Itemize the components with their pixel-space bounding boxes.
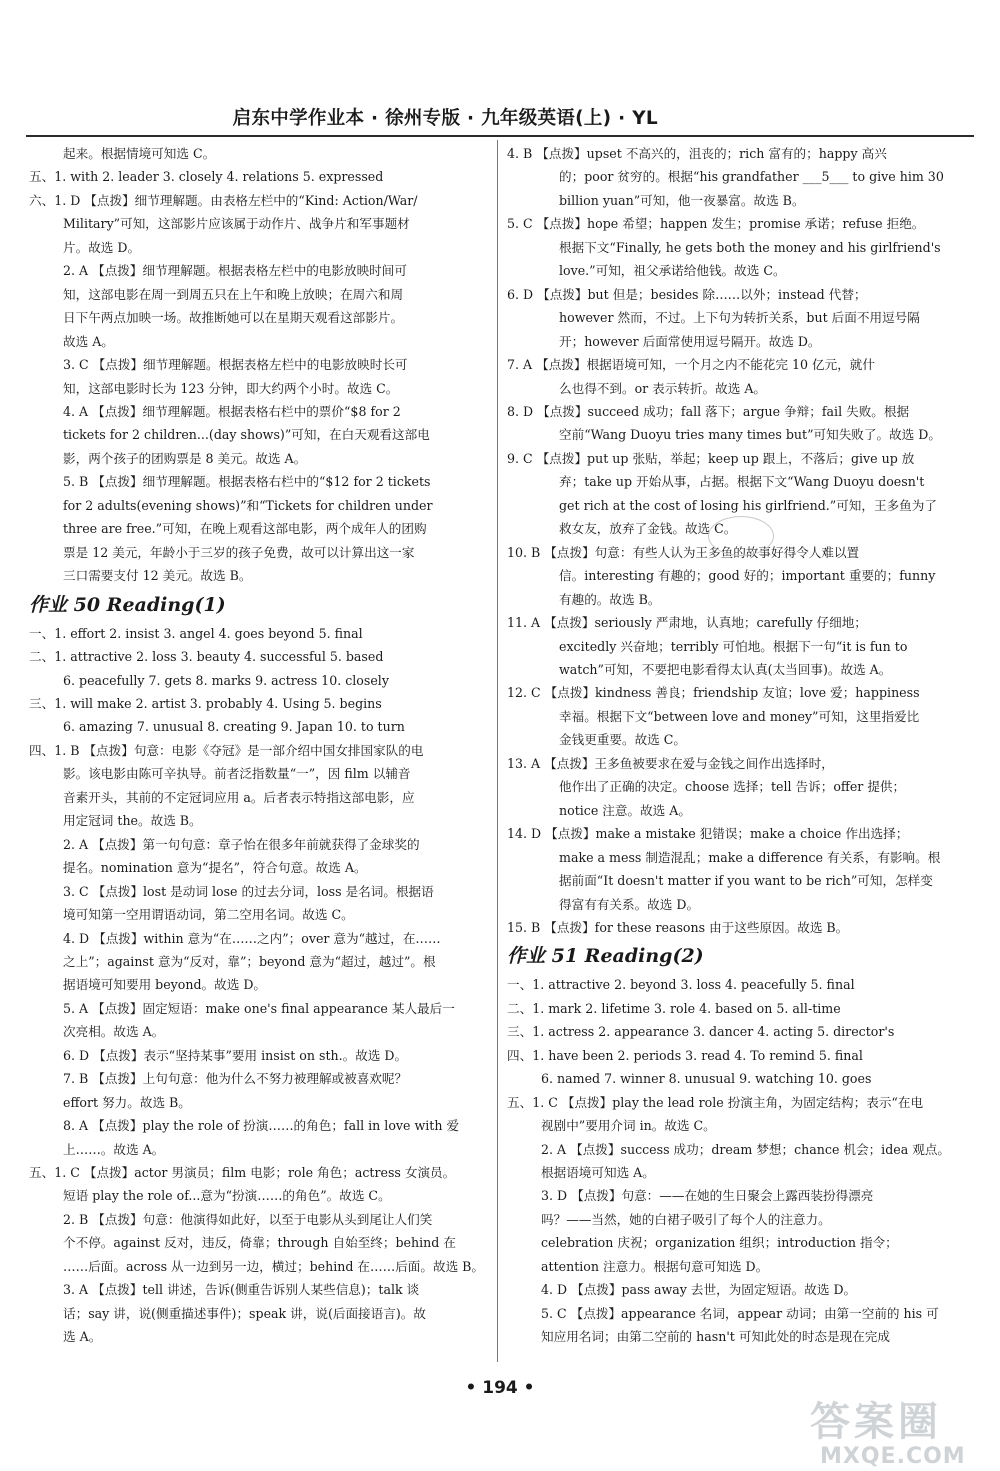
answer-line: 14. D 【点拨】make a mistake 犯错误；make a choice 作出选择； — [507, 826, 909, 842]
watermark — [810, 1400, 996, 1470]
answer-line: 3. D 【点拨】句意：——在她的生日聚会上露西装扮得漂亮 — [541, 1188, 874, 1204]
answer-line: 五、1. C 【点拨】play the lead role 扮演主角，为固定结构；表示“在电 — [507, 1094, 924, 1110]
answer-line: 故选 A。 — [63, 333, 114, 349]
answer-line: ……后面。across 从一边到另一边，横过；behind 在……后面。故选 B。 — [63, 1258, 485, 1274]
answer-line: excitedly 兴奋地；terribly 可怕地。根据下一句“it is fun to — [559, 638, 908, 654]
answer-line: 影。该电影由陈可辛执导。前者泛指数量“一”，因 film 以辅音 — [63, 766, 411, 782]
right-column — [507, 142, 974, 1349]
answer-line: 2. A 【点拨】第一句句意：章子怡在很多年前就获得了金球奖的 — [63, 836, 420, 852]
page-number: • 194 • — [465, 1378, 535, 1398]
header-rule — [26, 135, 974, 137]
answer-line: 三、1. will make 2. artist 3. probably 4. Using 5. begins — [29, 695, 382, 711]
answer-line: 5. C 【点拨】appearance 名词，appear 动词；由第一空前的 his 可 — [541, 1305, 939, 1321]
answer-line: 4. D 【点拨】within 意为“在……之内”；over 意为“越过，在…… — [63, 930, 441, 946]
answer-line: 三口需要支付 12 美元。故选 B。 — [63, 568, 252, 584]
answer-line: 根据下文“Finally, he gets both the money and his girlfriend's — [559, 239, 941, 255]
answer-line: 二、1. attractive 2. loss 3. beauty 4. successful 5. based — [29, 649, 384, 665]
answer-line: 次亮相。故选 A。 — [63, 1024, 165, 1040]
answer-line: billion yuan”可知，他一夜暴富。故选 B。 — [559, 192, 805, 208]
answer-line: 据语境可知要用 beyond。故选 D。 — [63, 977, 267, 993]
answer-line: 4. B 【点拨】upset 不高兴的，沮丧的；rich 富有的；happy 高兴 — [507, 146, 887, 161]
answer-line: 9. C 【点拨】put up 张贴，举起；keep up 跟上，不落后；give up 放 — [507, 450, 915, 466]
watermark-url: MXQE.COM — [820, 1444, 966, 1469]
answer-line: 3. C 【点拨】细节理解题。根据表格左栏中的电影放映时长可 — [63, 357, 408, 373]
answer-line: 幸福。根据下文“between love and money”可知，这里指爱比 — [559, 708, 920, 724]
answer-line: 之上”；against 意为“反对，靠”；beyond 意为“超过，越过”。根 — [63, 953, 436, 969]
answer-line: 选 A。 — [63, 1329, 102, 1345]
answer-line: 4. A 【点拨】细节理解题。根据表格右栏中的票价“$8 for 2 — [63, 403, 401, 419]
answer-line: 6. D 【点拨】表示“坚持某事”要用 insist on sth.。故选 D。 — [63, 1047, 408, 1063]
answer-line: 2. B 【点拨】句意：他演得如此好，以至于电影从头到尾让人们笑 — [63, 1211, 433, 1227]
answer-line: watch”可知，不要把电影看得太认真(太当回事)。故选 A。 — [559, 661, 892, 677]
answer-line: 起来。根据情境可知选 C。 — [63, 146, 216, 161]
answer-line: 知，这部电影时长为 123 分钟，即大约两个小时。故选 C。 — [63, 380, 399, 396]
answer-line: 15. B 【点拨】for these reasons 由于这些原因。故选 B。 — [507, 919, 849, 935]
answer-line: 四、1. B 【点拨】句意：电影《夺冠》是一部介绍中国女排国家队的电 — [29, 742, 424, 758]
answer-line: 票是 12 美元，年龄小于三岁的孩子免费，故可以计算出这一家 — [63, 544, 415, 560]
answer-line: 的；poor 贫穷的。根据“his grandfather ___5___ to give him 30 — [559, 169, 944, 185]
answer-line: 6. peacefully 7. gets 8. marks 9. actress 10. closely — [63, 672, 389, 688]
answer-line: 知，这部电影在周一到周五只在上午和晚上放映；在周六和周 — [63, 286, 404, 302]
answer-line: 信。interesting 有趣的；good 好的；important 重要的；funny — [559, 568, 936, 584]
left-column — [29, 142, 485, 1349]
answer-line: 四、1. have been 2. periods 3. read 4. To remind 5. final — [507, 1047, 863, 1063]
answer-line: 根据语境可知选 A。 — [541, 1165, 655, 1181]
answer-line: attention 注意力。根据句意可知选 D。 — [541, 1258, 769, 1274]
answer-line: 他作出了正确的决定。choose 选择；tell 告诉；offer 提供； — [559, 779, 906, 795]
answer-line: Military”可知，这部影片应该属于动作片、战争片和军事题材 — [63, 216, 410, 232]
answer-line: 三、1. actress 2. appearance 3. dancer 4. acting 5. director's — [507, 1024, 895, 1040]
answer-line: 一、1. effort 2. insist 3. angel 4. goes beyond 5. final — [29, 625, 363, 641]
answer-line: 7. A 【点拨】根据语境可知，一个月之内不能花完 10 亿元，就什 — [507, 357, 875, 373]
answer-line: 7. B 【点拨】上句句意：他为什么不努力被理解或被喜欢呢？ — [63, 1071, 408, 1087]
answer-line: 11. A 【点拨】seriously 严肃地，认真地；carefully 仔细地； — [507, 615, 867, 631]
answer-line: 救女友，放弃了金钱。故选 C。 — [559, 521, 737, 537]
answer-line: 5. C 【点拨】hope 希望；happen 发生；promise 承诺；refuse 拒绝。 — [507, 216, 925, 232]
answer-line: 得富有有关系。故选 D。 — [559, 896, 700, 912]
answer-line: 5. A 【点拨】固定短语：make one's final appearance 某人最后一 — [63, 1000, 455, 1016]
answer-line: 3. A 【点拨】tell 讲述，告诉(侧重告诉别人某些信息)；talk 谈 — [63, 1282, 420, 1298]
answer-line: 短语 play the role of...意为“扮演……的角色”。故选 C。 — [63, 1188, 391, 1204]
answer-line: 境可知第一空用谓语动词，第二空用名词。故选 C。 — [63, 907, 354, 923]
answer-line: notice 注意。故选 A。 — [559, 802, 691, 818]
answer-line: make a mess 制造混乱；make a difference 有关系，有影响。根 — [559, 849, 941, 865]
answer-line: 弃；take up 开始从事，占据。根据下文“Wang Duoyu doesn't — [559, 474, 925, 490]
section-heading: 作业 51 Reading(2) — [507, 945, 704, 968]
answer-line: 话；say 讲，说(侧重描述事件)；speak 讲，说(后面接语言)。故 — [63, 1305, 426, 1321]
answer-line: 2. A 【点拨】success 成功；dream 梦想；chance 机会；idea 观点。 — [541, 1141, 951, 1157]
answer-line: 日下午两点加映一场。故推断她可以在星期天观看这部影片。 — [63, 310, 404, 326]
answer-line: 13. A 【点拨】王多鱼被要求在爱与金钱之间作出选择时， — [507, 755, 834, 771]
answer-line: 影，两个孩子的团购票是 8 美元。故选 A。 — [63, 450, 307, 466]
answer-line: tickets for 2 children...(day shows)”可知，在白天观看这部电 — [63, 427, 430, 443]
answer-line: 音素开头，其前的不定冠词应用 a。后者表示特指这部电影，应 — [63, 789, 415, 805]
answer-line: 3. C 【点拨】lost 是动词 lose 的过去分词，loss 是名词。根据语 — [63, 883, 434, 899]
answer-line: 开；however 后面常使用逗号隔开。故选 D。 — [559, 333, 821, 349]
answer-line: 知应用名词；由第二空前的 hasn't 可知此处的时态是现在完成 — [541, 1329, 890, 1345]
answer-line: 6. named 7. winner 8. unusual 9. watching 10. goes — [541, 1071, 872, 1087]
answer-line: three are free.”可知，在晚上观看这部电影，两个成年人的团购 — [63, 521, 427, 537]
answer-line: 五、1. C 【点拨】actor 男演员；film 电影；role 角色；actress 女演员。 — [29, 1165, 456, 1181]
answer-line: 空前“Wang Duoyu tries many times but”可知失败了。故选 D。 — [559, 427, 941, 443]
answer-line: get rich at the cost of losing his girlfriend.”可知，王多鱼为了 — [559, 497, 937, 513]
answer-line: 5. B 【点拨】细节理解题。根据表格右栏中的“$12 for 2 tickets — [63, 474, 431, 490]
answer-line: for 2 adults(evening shows)”和“Tickets for children under — [63, 497, 433, 513]
answer-line: 五、1. with 2. leader 3. closely 4. relations 5. expressed — [29, 169, 384, 185]
watermark-logo: 答案圈 — [810, 1399, 942, 1445]
section-heading: 作业 50 Reading(1) — [29, 593, 226, 616]
answer-line: 6. D 【点拨】but 但是；besides 除……以外；instead 代替； — [507, 286, 867, 302]
book-title: 启东中学作业本 · 徐州专版 · 九年级英语(上) · YL — [232, 108, 658, 129]
answer-line: 片。故选 D。 — [63, 239, 141, 255]
answer-line: effort 努力。故选 B。 — [63, 1094, 191, 1110]
answer-line: 提名。nomination 意为“提名”，符合句意。故选 A。 — [63, 860, 367, 876]
answer-line: 有趣的。故选 B。 — [559, 591, 661, 607]
answer-line: 么也得不到。or 表示转折。故选 A。 — [559, 380, 767, 396]
answer-line: 上……。故选 A。 — [63, 1141, 165, 1157]
column-divider — [497, 140, 498, 1362]
answer-line: 金钱更重要。故选 C。 — [559, 732, 686, 748]
answer-line: 二、1. mark 2. lifetime 3. role 4. based on 5. all-time — [507, 1000, 841, 1016]
answer-line: 8. D 【点拨】succeed 成功；fall 落下；argue 争辩；fail 失败。根据 — [507, 403, 910, 419]
answer-line: 一、1. attractive 2. beyond 3. loss 4. peacefully 5. final — [507, 977, 855, 993]
stamp-mark — [708, 516, 774, 556]
answer-line: celebration 庆祝；organization 组织；introduction 指令； — [541, 1235, 898, 1251]
answer-line: 吗？——当然，她的白裙子吸引了每个人的注意力。 — [541, 1211, 831, 1227]
answer-line: 视剧中”要用介词 in。故选 C。 — [541, 1118, 716, 1134]
answer-line: however 然而，不过。上下句为转折关系，but 后面不用逗号隔 — [559, 310, 920, 326]
answer-line: 8. A 【点拨】play the role of 扮演……的角色；fall in love with 爱 — [63, 1118, 460, 1134]
answer-line: 2. A 【点拨】细节理解题。根据表格左栏中的电影放映时间可 — [63, 263, 407, 279]
answer-line: 六、1. D 【点拨】细节理解题。由表格左栏中的“Kind: Action/War/ — [29, 192, 418, 208]
answer-line: 6. amazing 7. unusual 8. creating 9. Japan 10. to turn — [63, 719, 405, 735]
answer-line: 12. C 【点拨】kindness 善良；friendship 友谊；love 爱；happiness — [507, 685, 920, 701]
answer-line: love.”可知，祖父承诺给他钱。故选 C。 — [559, 263, 786, 279]
answer-line: 4. D 【点拨】pass away 去世，为固定短语。故选 D。 — [541, 1282, 857, 1298]
answer-line: 个不停。against 反对，违反，倚靠；through 自始至终；behind 在 — [63, 1235, 456, 1251]
answer-line: 用定冠词 the。故选 B。 — [63, 813, 202, 829]
answer-line: 10. B 【点拨】句意：有些人认为王多鱼的故事好得令人难以置 — [507, 544, 860, 560]
answer-line: 据前面“It doesn't matter if you want to be rich”可知，怎样变 — [559, 873, 933, 889]
